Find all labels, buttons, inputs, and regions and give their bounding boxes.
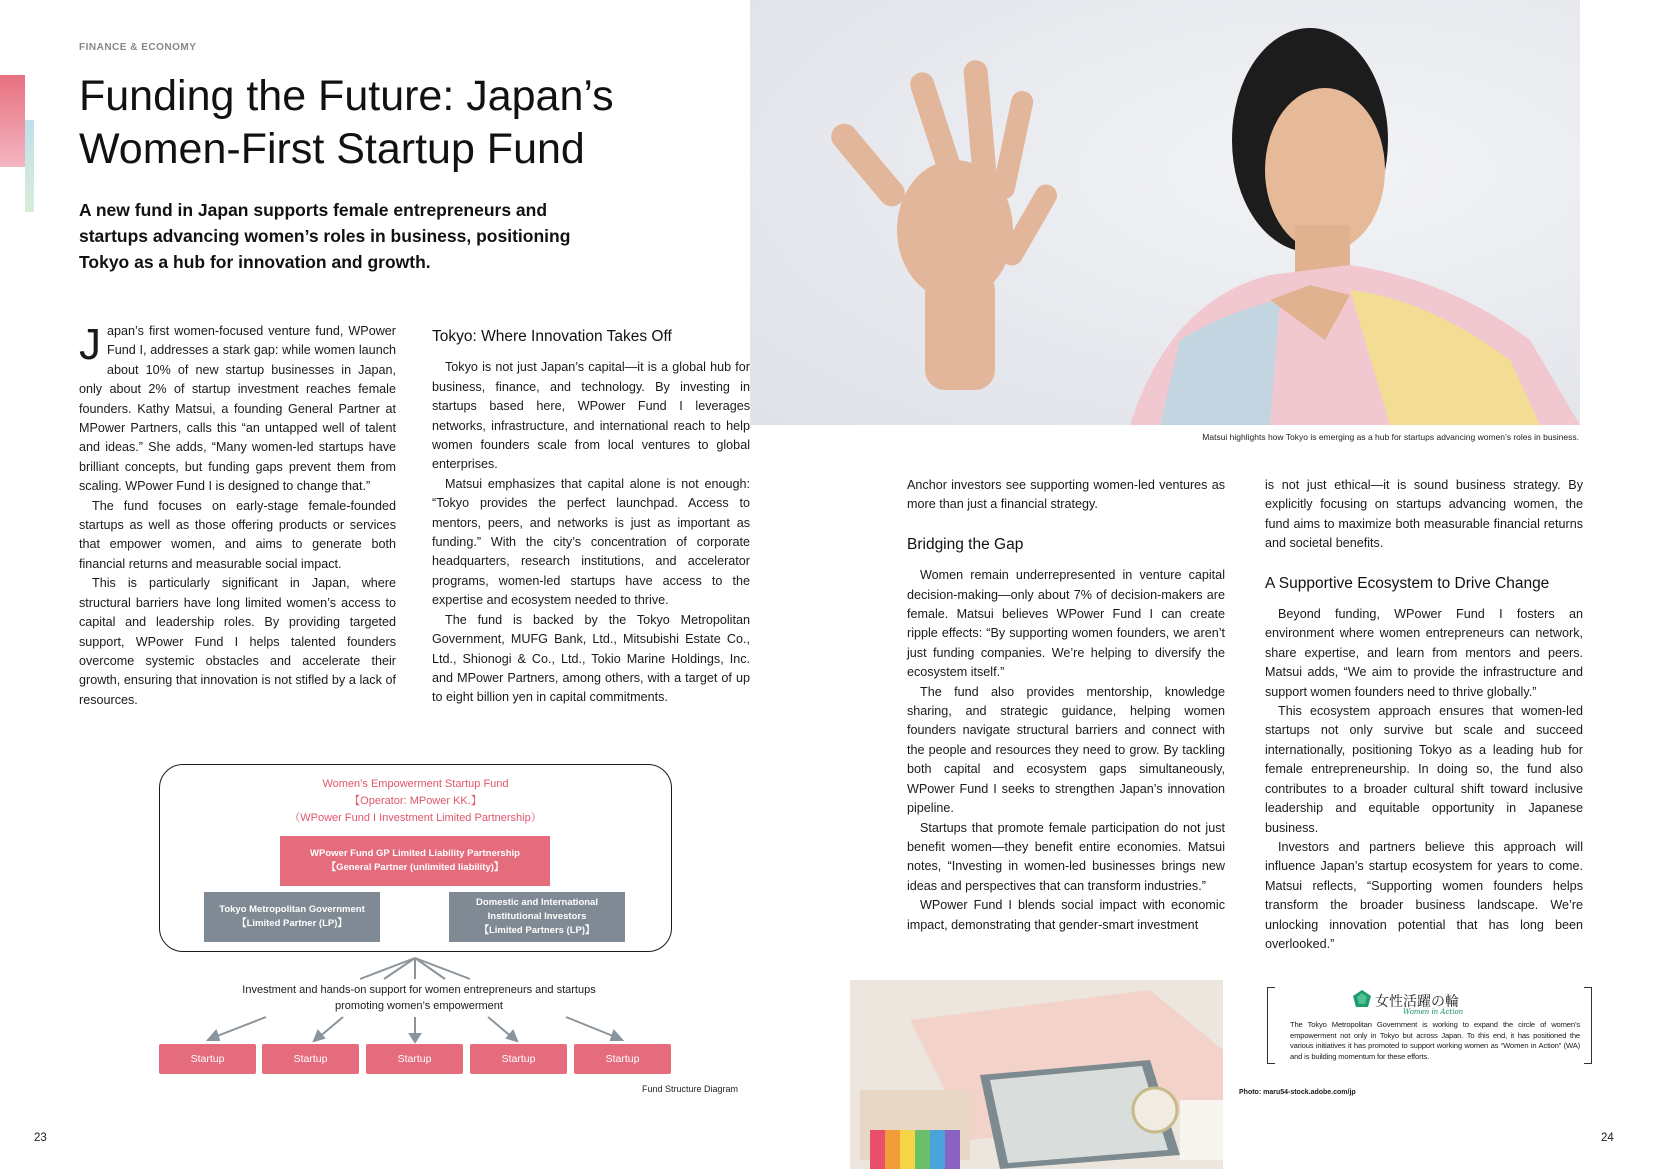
women-in-action-text: The Tokyo Metropolitan Government is working to expand the circle of women’s empowerment not only in Tokyo but across Japan. To this end, it has positioned the various initiatives it has promoted to support working women as “Women in Action” (WA) and is building momentum for these efforts.	[1290, 1020, 1580, 1061]
arrow-head	[507, 1031, 517, 1041]
body-column-3	[907, 476, 1225, 935]
paragraph-1-text: apan’s first women-focused venture fund, WPower Fund I, addresses a stark gap: while women launch about 10% of new startup businesses in Japan, only about 2% of startup investment reaches female founders. Kathy Matsui, a founding General Partner at MPower Partners, calls this “an untapped well of talent and ideas.” She adds, “Many women-led startups have brilliant concepts, but funding gaps prevent them from scaling. WPower Fund I is designed to change that.”	[79, 324, 396, 494]
cup	[1133, 1088, 1177, 1132]
lp2-line-1: Domestic and International	[476, 897, 598, 908]
diagram-caption: Fund Structure Diagram	[642, 1084, 739, 1094]
paragraph: This ecosystem approach ensures that women-led startups not only survive but scale and succeed internationally, positioning Tokyo as a leading hub for female entrepreneurship. In doing so, the fund also contributes to a broader cultural shift toward inclusive leadership and equitable opportunity in Japanese business.	[1265, 704, 1583, 835]
photo-credit: Photo: maru54-stock.adobe.com/jp	[1239, 1089, 1356, 1096]
page-number-left: 23	[34, 1132, 47, 1144]
women-in-action-logo-icon	[1351, 988, 1373, 1010]
paragraph-2: The fund focuses on early-stage female-founded startups as well as those offering products or services that empower women, and aims to generate both financial returns and measurable social impact.	[79, 498, 396, 571]
paragraph: Matsui emphasizes that capital alone is not enough: “Tokyo provides the perfect launchpad. Access to mentors, peers, and networks is just as important as funding.” With the city’s concentration of corporate headquarters, research institutions, and accelerator programs, women-led startups have access to the expertise and ecosystem needed to thrive.	[432, 476, 750, 608]
lp1-line-2: 【Limited Partner (LP)】	[237, 918, 347, 929]
section-heading-ecosystem: A Supportive Ecosystem to Drive Change	[1265, 574, 1550, 592]
startup-box: Startup	[262, 1044, 359, 1074]
paragraph: Tokyo is not just Japan’s capital—it is a global hub for business, finance, and technology. By investing in startups based here, WPower Fund I leverages networks, infrastructure, and international reach to help women founders scale from local ventures to global enterprises.	[432, 360, 750, 472]
portrait-illustration	[750, 0, 1580, 425]
title-line-1: Funding the Future: Japan’s	[79, 72, 614, 120]
down-arrows	[208, 1017, 622, 1042]
fan-line	[415, 958, 470, 979]
lp2-line-2: Institutional Investors	[487, 911, 587, 922]
article-subtitle: A new fund in Japan supports female entrepreneurs and startups advancing women’s roles in business, positioning Tokyo as a hub for innovation and growth.	[79, 200, 571, 272]
startup-box: Startup	[470, 1044, 567, 1074]
bracket-right	[1584, 987, 1592, 1064]
drop-cap: J	[79, 320, 101, 369]
page-number-right: 24	[1601, 1132, 1614, 1144]
paragraph: Anchor investors see supporting women-led ventures as more than just a financial strategy.	[907, 478, 1225, 512]
photo-caption: Matsui highlights how Tokyo is emerging as a hub for startups advancing women’s roles in business.	[1202, 432, 1579, 442]
paragraph: The fund is backed by the Tokyo Metropolitan Government, MUFG Bank, Ltd., Mitsubishi Estate Co., Ltd., Shionogi & Co., Ltd., Tokio Marine Holdings, Inc. and MPower Partners, among others, with a target of up to eight billion yen in capital commitments.	[432, 612, 750, 705]
arrow-line	[212, 1017, 266, 1038]
women-in-action-logo-jp: 女性活躍の輪	[1375, 994, 1459, 1010]
raised-hand	[826, 59, 1061, 390]
color-swatches	[870, 1130, 960, 1169]
startup-box: Startup	[366, 1044, 463, 1074]
women-in-action-logo-en: Women in Action	[1403, 1008, 1464, 1016]
arrow-head	[314, 1031, 324, 1041]
title-line-2: Women-First Startup Fund	[79, 125, 585, 173]
section-heading-tokyo: Tokyo: Where Innovation Takes Off	[432, 328, 672, 345]
support-description	[209, 982, 629, 1014]
paragraph: Investors and partners believe this approach will influence Japan’s startup ecosystem for years to come. Matsui reflects, “Supporting women founders helps transform the broader business landscape. We’re unlocking innovation potential that has long been overlooked.”	[1265, 839, 1583, 951]
paragraph-3: This is particularly significant in Japan, where structural barriers have long limited women’s access to capital and leadership roles. By providing targeted support, WPower Fund I helps talented founders overcome systemic obstacles and accelerate their growth, ensuring that innovation is not stifled by a lack of resources.	[79, 576, 396, 707]
fan-lines	[360, 958, 470, 979]
section-heading-bridging: Bridging the Gap	[907, 535, 1024, 553]
paragraph: WPower Fund I blends social impact with economic impact, demonstrating that gender-smart investment	[907, 898, 1225, 932]
arrow-head	[208, 1031, 219, 1040]
paragraph: is not just ethical—it is sound business strategy. By explicitly focusing on startups advancing women, the fund aims to maximize both measurable financial returns and societal benefits.	[1265, 478, 1583, 551]
fund-partnership: （WPower Fund I Investment Limited Partnership）	[289, 812, 542, 824]
portrait-photo	[750, 0, 1580, 425]
tablet-illustration	[850, 980, 1223, 1169]
lp1-line-1: Tokyo Metropolitan Government	[219, 904, 365, 915]
arrow-line	[566, 1017, 618, 1038]
fund-name: Women’s Empowerment Startup Fund	[322, 778, 509, 790]
keyboard	[1180, 1100, 1223, 1160]
tablet-photo	[850, 980, 1223, 1169]
startup-box: Startup	[574, 1044, 671, 1074]
section-label: FINANCE & ECONOMY	[79, 42, 197, 53]
support-line-2: promoting women’s empowerment	[335, 1000, 503, 1012]
arrow-head	[410, 1034, 420, 1042]
paragraph: Beyond funding, WPower Fund I fosters an environment where women entrepreneurs can network, share expertise, and learn from mentors and peers. Matsui adds, “We aim to provide the infrastructure and support women founders need to thrive globally.”	[1265, 607, 1583, 699]
paragraph: The fund also provides mentorship, knowledge sharing, and strategic guidance, helping women founders navigate structural barriers and connect with the people and resources they need to grow. By tackling both capital and ecosystem gaps simultaneously, WPower Fund I seeks to strengthen Japan’s innovation pipeline.	[907, 684, 1225, 816]
gp-line-1: WPower Fund GP Limited Liability Partnership	[310, 848, 520, 859]
arrow-head	[611, 1031, 622, 1040]
body-column-4	[1265, 476, 1583, 954]
paragraph: Women remain underrepresented in venture capital decision-making—only about 7% of decision-makers are female. Matsui believes WPower Fund I can create ripple effects: “By supporting women founders, we aren’t just funding companies. We’re helping to diversify the ecosystem itself.”	[907, 568, 1225, 680]
paragraph: Startups that promote female participation do not just benefit women—they benefit entire economies. Matsui notes, “Investing in women-led businesses brings new ideas and perspectives that can transform industries.”	[907, 820, 1225, 893]
startup-box: Startup	[159, 1044, 256, 1074]
bracket-left	[1267, 987, 1275, 1064]
lp2-line-3: 【Limited Partners (LP)】	[479, 925, 595, 936]
support-line-1: Investment and hands-on support for women entrepreneurs and startups	[242, 984, 596, 996]
fund-operator: 【Operator: MPower KK.】	[349, 795, 482, 807]
gp-line-2: 【General Partner (unlimited liability)】	[326, 862, 504, 873]
